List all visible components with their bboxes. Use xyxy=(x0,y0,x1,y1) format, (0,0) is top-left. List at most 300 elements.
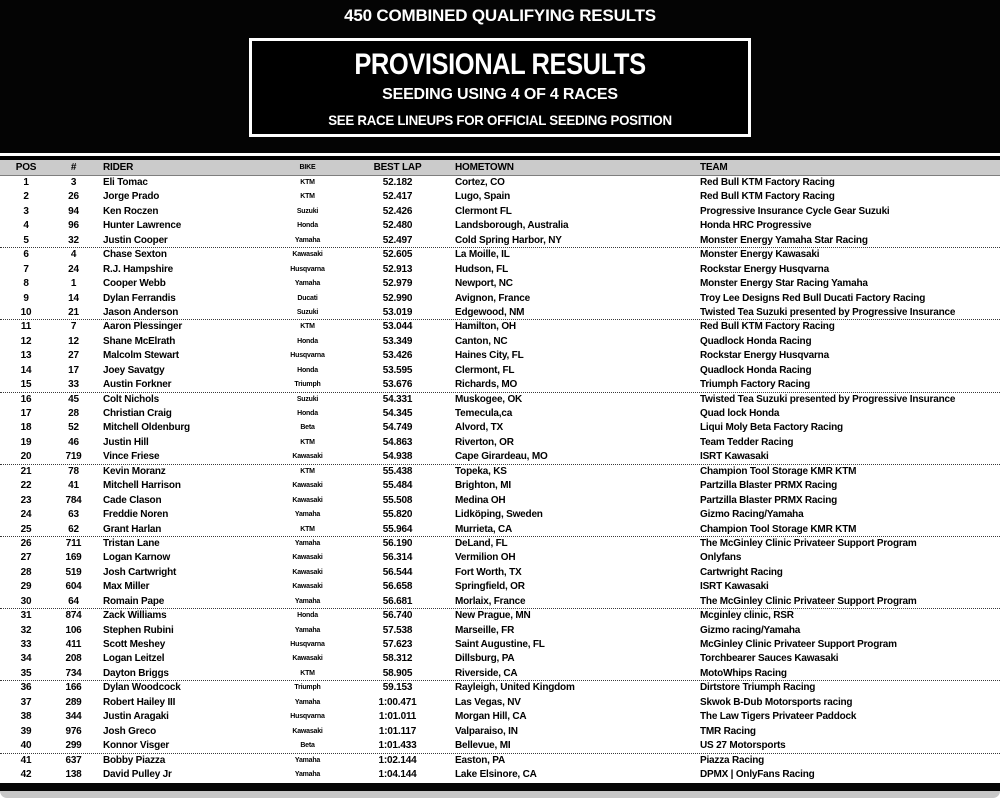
best-lap-cell: 53.676 xyxy=(382,379,413,391)
team-cell: Twisted Tea Suzuki presented by Progressive Insurance xyxy=(700,306,956,318)
best-lap-cell: 1:04.144 xyxy=(378,768,417,780)
rider-cell: Dayton Briggs xyxy=(103,667,169,679)
hometown-cell: Hudson, FL xyxy=(455,263,508,275)
table-row xyxy=(0,349,1000,363)
hometown-cell: Bellevue, MI xyxy=(455,740,511,752)
table-row xyxy=(0,652,1000,666)
rider-cell: Malcolm Stewart xyxy=(103,350,179,362)
pos-cell: 9 xyxy=(23,292,29,304)
number-cell: 24 xyxy=(68,263,79,275)
table-row xyxy=(0,667,1000,681)
hometown-cell: Haines City, FL xyxy=(455,350,524,362)
rider-cell: Max Miller xyxy=(103,581,150,593)
hometown-cell: Lidköping, Sweden xyxy=(455,509,543,521)
bike-cell: Honda xyxy=(297,337,318,345)
rider-cell: Eli Tomac xyxy=(103,177,148,188)
hometown-cell: Morlaix, France xyxy=(455,595,526,607)
team-cell: MotoWhips Racing xyxy=(700,667,787,679)
team-cell: Troy Lee Designs Red Bull Ducati Factory Racing xyxy=(700,292,926,304)
hometown-cell: Riverside, CA xyxy=(455,667,518,679)
pos-cell: 2 xyxy=(23,191,29,203)
table-body xyxy=(0,176,1000,782)
table-row xyxy=(0,320,1000,334)
number-cell: 63 xyxy=(68,509,79,521)
hometown-cell: Lugo, Spain xyxy=(455,191,511,203)
bike-cell: Kawasaki xyxy=(292,568,323,576)
pos-cell: 32 xyxy=(20,624,32,636)
pos-cell: 35 xyxy=(20,667,32,679)
number-cell: 14 xyxy=(68,292,79,304)
best-lap-cell: 53.426 xyxy=(382,350,413,362)
bike-cell: KTM xyxy=(300,323,315,331)
hometown-cell: Fort Worth, TX xyxy=(455,566,522,578)
rider-cell: Ken Roczen xyxy=(103,205,159,217)
pos-cell: 4 xyxy=(23,220,29,232)
team-cell: Dirtstore Triumph Racing xyxy=(700,682,816,694)
table-row xyxy=(0,378,1000,392)
best-lap-header: BEST LAP xyxy=(373,162,422,173)
table-row xyxy=(0,710,1000,724)
provisional-banner xyxy=(249,38,751,137)
number-cell: 62 xyxy=(68,523,79,535)
bike-cell: Beta xyxy=(300,742,315,750)
team-cell: Triumph Factory Racing xyxy=(700,379,811,391)
number-cell: 166 xyxy=(65,682,82,694)
bike-cell: Triumph xyxy=(294,381,321,389)
pos-cell: 14 xyxy=(20,364,32,376)
table-row xyxy=(0,205,1000,219)
number-cell: 289 xyxy=(65,696,82,708)
pos-cell: 30 xyxy=(20,595,32,607)
table-row xyxy=(0,421,1000,435)
pos-cell: 40 xyxy=(20,740,32,752)
hometown-cell: Cold Spring Harbor, NY xyxy=(455,234,562,246)
number-cell: 26 xyxy=(68,191,79,203)
bike-header: BIKE xyxy=(299,164,316,171)
bike-cell: Yamaha xyxy=(294,539,321,547)
team-cell: Mcginley clinic, RSR xyxy=(700,610,794,622)
number-cell: 33 xyxy=(68,379,79,391)
table-row xyxy=(0,523,1000,537)
pos-cell: 13 xyxy=(20,350,32,362)
table-row xyxy=(0,407,1000,421)
table-row xyxy=(0,190,1000,204)
pos-cell: 15 xyxy=(20,379,32,391)
number-cell: 976 xyxy=(65,725,82,737)
rider-cell: Justin Cooper xyxy=(103,234,168,246)
rider-cell: Cooper Webb xyxy=(103,278,166,290)
team-cell: TMR Racing xyxy=(700,725,756,737)
team-cell: Liqui Moly Beta Factory Racing xyxy=(700,422,843,434)
best-lap-cell: 58.905 xyxy=(382,667,413,679)
best-lap-cell: 55.820 xyxy=(382,509,413,521)
best-lap-cell: 1:01.117 xyxy=(378,725,417,737)
table-row xyxy=(0,248,1000,262)
team-cell: Onlyfans xyxy=(700,552,742,564)
team-cell: US 27 Motorsports xyxy=(700,740,786,752)
number-cell: 27 xyxy=(68,350,79,362)
team-cell: Cartwright Racing xyxy=(700,566,783,578)
bike-cell: Kawasaki xyxy=(292,251,323,259)
rider-cell: Scott Meshey xyxy=(103,639,166,650)
banner-note: SEE RACE LINEUPS FOR OFFICIAL SEEDING POSITION xyxy=(328,112,672,128)
rider-cell: Logan Karnow xyxy=(103,552,171,564)
best-lap-cell: 53.019 xyxy=(382,306,413,318)
team-cell: The Law Tigers Privateer Paddock xyxy=(700,711,857,723)
best-lap-cell: 57.623 xyxy=(382,639,413,650)
bike-cell: Kawasaki xyxy=(292,554,323,562)
number-cell: 17 xyxy=(68,364,79,376)
team-cell: Champion Tool Storage KMR KTM xyxy=(700,523,857,535)
hometown-cell: Riverton, OR xyxy=(455,436,514,448)
pos-cell: 21 xyxy=(20,465,32,477)
team-cell: Team Tedder Racing xyxy=(700,436,794,448)
bike-cell: Husqvarna xyxy=(290,352,325,360)
bike-cell: KTM xyxy=(300,669,315,677)
best-lap-cell: 55.964 xyxy=(382,523,413,535)
table-row xyxy=(0,725,1000,739)
table-row xyxy=(0,739,1000,753)
hometown-cell: Hamilton, OH xyxy=(455,321,516,333)
bike-cell: Suzuki xyxy=(296,395,319,403)
hometown-cell: Clermont, FL xyxy=(455,364,515,376)
best-lap-cell: 52.426 xyxy=(382,205,413,217)
hometown-cell: Edgewood, NM xyxy=(455,306,525,318)
pos-cell: 10 xyxy=(20,306,32,318)
best-lap-cell: 56.190 xyxy=(382,537,413,549)
pos-cell: 24 xyxy=(20,509,32,521)
pos-cell: 12 xyxy=(20,335,32,347)
hometown-cell: Newport, NC xyxy=(455,278,513,290)
rider-cell: Stephen Rubini xyxy=(103,624,174,636)
hometown-cell: Brighton, MI xyxy=(455,480,511,492)
best-lap-cell: 52.182 xyxy=(382,177,413,188)
table-row xyxy=(0,364,1000,378)
number-cell: 411 xyxy=(65,639,82,650)
number-cell: 734 xyxy=(65,667,82,679)
team-cell: Piazza Racing xyxy=(700,754,765,766)
table-row xyxy=(0,494,1000,508)
hometown-cell: Murrieta, CA xyxy=(455,523,513,535)
pos-cell: 5 xyxy=(23,234,29,246)
pos-cell: 26 xyxy=(20,537,32,549)
best-lap-cell: 55.438 xyxy=(382,465,413,477)
number-cell: 169 xyxy=(65,552,82,564)
rider-cell: Kevin Moranz xyxy=(103,465,166,477)
table-row xyxy=(0,768,1000,782)
hometown-cell: Valparaiso, IN xyxy=(455,725,518,737)
pos-cell: 25 xyxy=(20,523,32,535)
table-row xyxy=(0,436,1000,450)
bike-cell: Yamaha xyxy=(294,511,321,519)
bike-cell: KTM xyxy=(300,193,315,201)
team-cell: Champion Tool Storage KMR KTM xyxy=(700,465,857,477)
table-row xyxy=(0,624,1000,638)
number-cell: 52 xyxy=(68,422,79,434)
table-row xyxy=(0,638,1000,652)
number-cell: 106 xyxy=(65,624,82,636)
team-cell: Gizmo racing/Yamaha xyxy=(700,624,801,636)
team-cell: Partzilla Blaster PRMX Racing xyxy=(700,494,838,506)
hometown-cell: Springfield, OR xyxy=(455,581,525,593)
hometown-cell: Morgan Hill, CA xyxy=(455,711,527,723)
pos-cell: 41 xyxy=(20,754,32,766)
table-row xyxy=(0,263,1000,277)
best-lap-cell: 54.331 xyxy=(382,393,413,405)
team-cell: ISRT Kawasaki xyxy=(700,451,769,463)
page-title: 450 COMBINED QUALIFYING RESULTS xyxy=(344,6,656,25)
hometown-cell: Medina OH xyxy=(455,494,506,506)
number-cell: 21 xyxy=(68,306,79,318)
hometown-cell: Clermont FL xyxy=(455,205,512,217)
best-lap-cell: 53.044 xyxy=(382,321,413,333)
number-cell: 7 xyxy=(70,321,77,333)
team-header: TEAM xyxy=(700,162,728,173)
pos-cell: 38 xyxy=(20,711,32,723)
pos-cell: 42 xyxy=(20,768,32,780)
table-row xyxy=(0,465,1000,479)
table-bottom-bar xyxy=(0,783,1000,791)
pos-cell: 11 xyxy=(20,321,32,333)
pos-cell: 39 xyxy=(20,725,32,737)
footer-strip xyxy=(0,791,1000,798)
table-row xyxy=(0,551,1000,565)
hometown-cell: DeLand, FL xyxy=(455,537,508,549)
table-row xyxy=(0,219,1000,233)
rider-cell: Josh Cartwright xyxy=(103,566,177,578)
bike-cell: Kawasaki xyxy=(292,727,323,735)
bike-cell: Honda xyxy=(297,222,318,230)
bike-cell: Kawasaki xyxy=(292,583,323,591)
pos-cell: 7 xyxy=(23,263,29,275)
best-lap-cell: 1:02.144 xyxy=(378,754,417,766)
team-cell: Monster Energy Yamaha Star Racing xyxy=(700,234,868,246)
number-cell: 12 xyxy=(68,335,79,347)
best-lap-cell: 53.349 xyxy=(382,335,413,347)
number-cell: 41 xyxy=(68,480,79,492)
table-row xyxy=(0,479,1000,493)
hometown-cell: Muskogee, OK xyxy=(455,393,523,405)
bike-cell: Yamaha xyxy=(294,756,321,764)
bike-cell: KTM xyxy=(300,525,315,533)
hometown-cell: Alvord, TX xyxy=(455,422,504,434)
pos-cell: 27 xyxy=(20,552,32,564)
number-cell: 138 xyxy=(65,768,82,780)
rider-cell: Robert Hailey III xyxy=(103,696,176,708)
hometown-cell: Easton, PA xyxy=(455,754,506,766)
pos-cell: 6 xyxy=(23,249,29,261)
table-row xyxy=(0,277,1000,291)
number-cell: 78 xyxy=(68,465,79,477)
rider-cell: Romain Pape xyxy=(103,595,165,607)
rider-cell: Justin Hill xyxy=(103,436,149,448)
bike-cell: Kawasaki xyxy=(292,482,323,490)
rider-cell: Freddie Noren xyxy=(103,509,169,521)
pos-cell: 33 xyxy=(20,639,32,650)
hometown-cell: Temecula,ca xyxy=(455,408,513,419)
hometown-cell: Saint Augustine, FL xyxy=(455,639,545,650)
number-cell: 637 xyxy=(65,754,82,766)
best-lap-cell: 56.658 xyxy=(382,581,413,593)
pos-cell: 23 xyxy=(20,494,32,506)
bike-cell: Husqvarna xyxy=(290,641,325,648)
rider-cell: Tristan Lane xyxy=(103,537,160,549)
bike-cell: Yamaha xyxy=(294,770,321,778)
bike-cell: Kawasaki xyxy=(292,496,323,504)
bike-cell: Suzuki xyxy=(296,207,319,215)
pos-cell: 1 xyxy=(23,177,29,188)
number-cell: 46 xyxy=(68,436,79,448)
table-row xyxy=(0,609,1000,623)
team-cell: McGinley Clinic Privateer Support Program xyxy=(700,639,897,650)
best-lap-cell: 59.153 xyxy=(382,682,413,694)
table-row xyxy=(0,393,1000,407)
rider-cell: Dylan Ferrandis xyxy=(103,292,176,304)
rider-cell: Mitchell Harrison xyxy=(103,480,181,492)
best-lap-cell: 58.312 xyxy=(382,653,413,665)
hometown-cell: Landsborough, Australia xyxy=(455,220,569,232)
number-cell: 299 xyxy=(65,740,82,752)
table-row xyxy=(0,292,1000,306)
number-cell: 719 xyxy=(65,451,82,463)
rider-cell: Shane McElrath xyxy=(103,335,176,347)
pos-cell: 34 xyxy=(20,653,32,665)
table-row xyxy=(0,681,1000,695)
hometown-cell: Las Vegas, NV xyxy=(455,696,521,708)
hometown-cell: Canton, NC xyxy=(455,335,508,347)
bike-cell: Kawasaki xyxy=(292,655,323,663)
bike-cell: Husqvarna xyxy=(290,713,325,721)
team-cell: Monster Energy Kawasaki xyxy=(700,249,820,261)
bike-cell: Triumph xyxy=(294,684,321,692)
rider-cell: Cade Clason xyxy=(103,494,162,506)
bike-cell: Yamaha xyxy=(294,698,321,706)
bike-cell: Husqvarna xyxy=(290,265,325,273)
number-cell: 874 xyxy=(65,610,82,622)
banner-subtitle: SEEDING USING 4 OF 4 RACES xyxy=(382,86,618,103)
table-row xyxy=(0,176,1000,190)
best-lap-cell: 52.913 xyxy=(382,263,413,275)
best-lap-cell: 54.863 xyxy=(382,436,413,448)
team-cell: Skwok B-Dub Motorsports racing xyxy=(700,696,853,708)
rider-cell: Bobby Piazza xyxy=(103,754,166,766)
number-header: # xyxy=(70,162,77,173)
team-cell: ISRT Kawasaki xyxy=(700,581,769,593)
bike-cell: Yamaha xyxy=(294,280,321,288)
best-lap-cell: 1:01.011 xyxy=(378,711,417,723)
pos-cell: 36 xyxy=(20,682,32,694)
number-cell: 711 xyxy=(65,537,82,549)
table-row xyxy=(0,508,1000,522)
team-cell: DPMX | OnlyFans Racing xyxy=(700,768,815,780)
pos-cell: 29 xyxy=(20,581,32,593)
rider-cell: Justin Aragaki xyxy=(103,711,169,723)
team-cell: Quad lock Honda xyxy=(700,408,780,419)
bike-cell: Suzuki xyxy=(296,308,319,316)
bike-cell: Honda xyxy=(297,612,318,620)
table-row xyxy=(0,696,1000,710)
pos-cell: 3 xyxy=(23,205,29,217)
number-cell: 64 xyxy=(68,595,79,607)
team-cell: Gizmo Racing/Yamaha xyxy=(700,509,804,521)
hero-header xyxy=(0,0,1000,153)
pos-cell: 19 xyxy=(20,436,32,448)
bike-cell: KTM xyxy=(300,438,315,446)
pos-cell: 28 xyxy=(20,566,32,578)
hometown-cell: New Prague, MN xyxy=(455,610,531,622)
rider-cell: Dylan Woodcock xyxy=(103,682,181,694)
rider-header: RIDER xyxy=(103,162,134,173)
rider-cell: R.J. Hampshire xyxy=(103,263,174,275)
team-cell: The McGinley Clinic Privateer Support Program xyxy=(700,537,917,549)
bike-cell: KTM xyxy=(300,467,315,475)
rider-cell: Zack Williams xyxy=(103,610,167,622)
best-lap-cell: 52.979 xyxy=(382,278,413,290)
hometown-cell: Lake Elsinore, CA xyxy=(455,768,537,780)
rider-cell: Colt Nichols xyxy=(103,393,159,405)
number-cell: 94 xyxy=(68,205,79,217)
bike-cell: Yamaha xyxy=(294,597,321,605)
rider-cell: Jorge Prado xyxy=(103,191,160,203)
rider-cell: Grant Harlan xyxy=(103,523,162,535)
rider-cell: Josh Greco xyxy=(103,725,157,737)
pos-cell: 20 xyxy=(20,451,32,463)
team-cell: Quadlock Honda Racing xyxy=(700,335,812,347)
number-cell: 784 xyxy=(65,494,82,506)
number-cell: 96 xyxy=(68,220,79,232)
best-lap-cell: 52.480 xyxy=(382,220,413,232)
table-row xyxy=(0,595,1000,609)
team-cell: Torchbearer Sauces Kawasaki xyxy=(700,653,839,665)
best-lap-cell: 55.508 xyxy=(382,494,413,506)
best-lap-cell: 54.345 xyxy=(382,408,413,419)
number-cell: 28 xyxy=(68,408,79,419)
table-row xyxy=(0,306,1000,320)
pos-cell: 16 xyxy=(20,393,32,405)
hometown-cell: Cortez, CO xyxy=(455,177,505,188)
team-cell: Rockstar Energy Husqvarna xyxy=(700,263,829,275)
hometown-cell: Topeka, KS xyxy=(455,465,507,477)
hometown-cell: La Moille, IL xyxy=(455,249,510,261)
table-row xyxy=(0,450,1000,464)
table-row xyxy=(0,754,1000,768)
team-cell: Red Bull KTM Factory Racing xyxy=(700,177,835,188)
team-cell: Quadlock Honda Racing xyxy=(700,364,812,376)
best-lap-cell: 1:01.433 xyxy=(378,740,417,752)
best-lap-cell: 56.544 xyxy=(382,566,413,578)
bike-cell: Yamaha xyxy=(294,626,321,634)
best-lap-cell: 54.749 xyxy=(382,422,413,434)
number-cell: 604 xyxy=(65,581,82,593)
rider-cell: Mitchell Oldenburg xyxy=(103,422,190,434)
rider-cell: Jason Anderson xyxy=(103,306,179,318)
best-lap-cell: 56.740 xyxy=(382,610,413,622)
rider-cell: Chase Sexton xyxy=(103,249,167,261)
pos-cell: 18 xyxy=(20,422,32,434)
bike-cell: Kawasaki xyxy=(292,453,323,461)
pos-cell: 17 xyxy=(20,408,32,419)
team-cell: The McGinley Clinic Privateer Support Program xyxy=(700,595,917,607)
hometown-cell: Cape Girardeau, MO xyxy=(455,451,548,463)
rider-cell: Logan Leitzel xyxy=(103,653,165,665)
pos-cell: 22 xyxy=(20,480,32,492)
bike-cell: Yamaha xyxy=(294,236,321,244)
best-lap-cell: 1:00.471 xyxy=(378,696,417,708)
hometown-cell: Richards, MO xyxy=(455,379,518,391)
team-cell: Honda HRC Progressive xyxy=(700,220,812,232)
number-cell: 344 xyxy=(65,711,82,723)
hometown-cell: Dillsburg, PA xyxy=(455,653,515,665)
